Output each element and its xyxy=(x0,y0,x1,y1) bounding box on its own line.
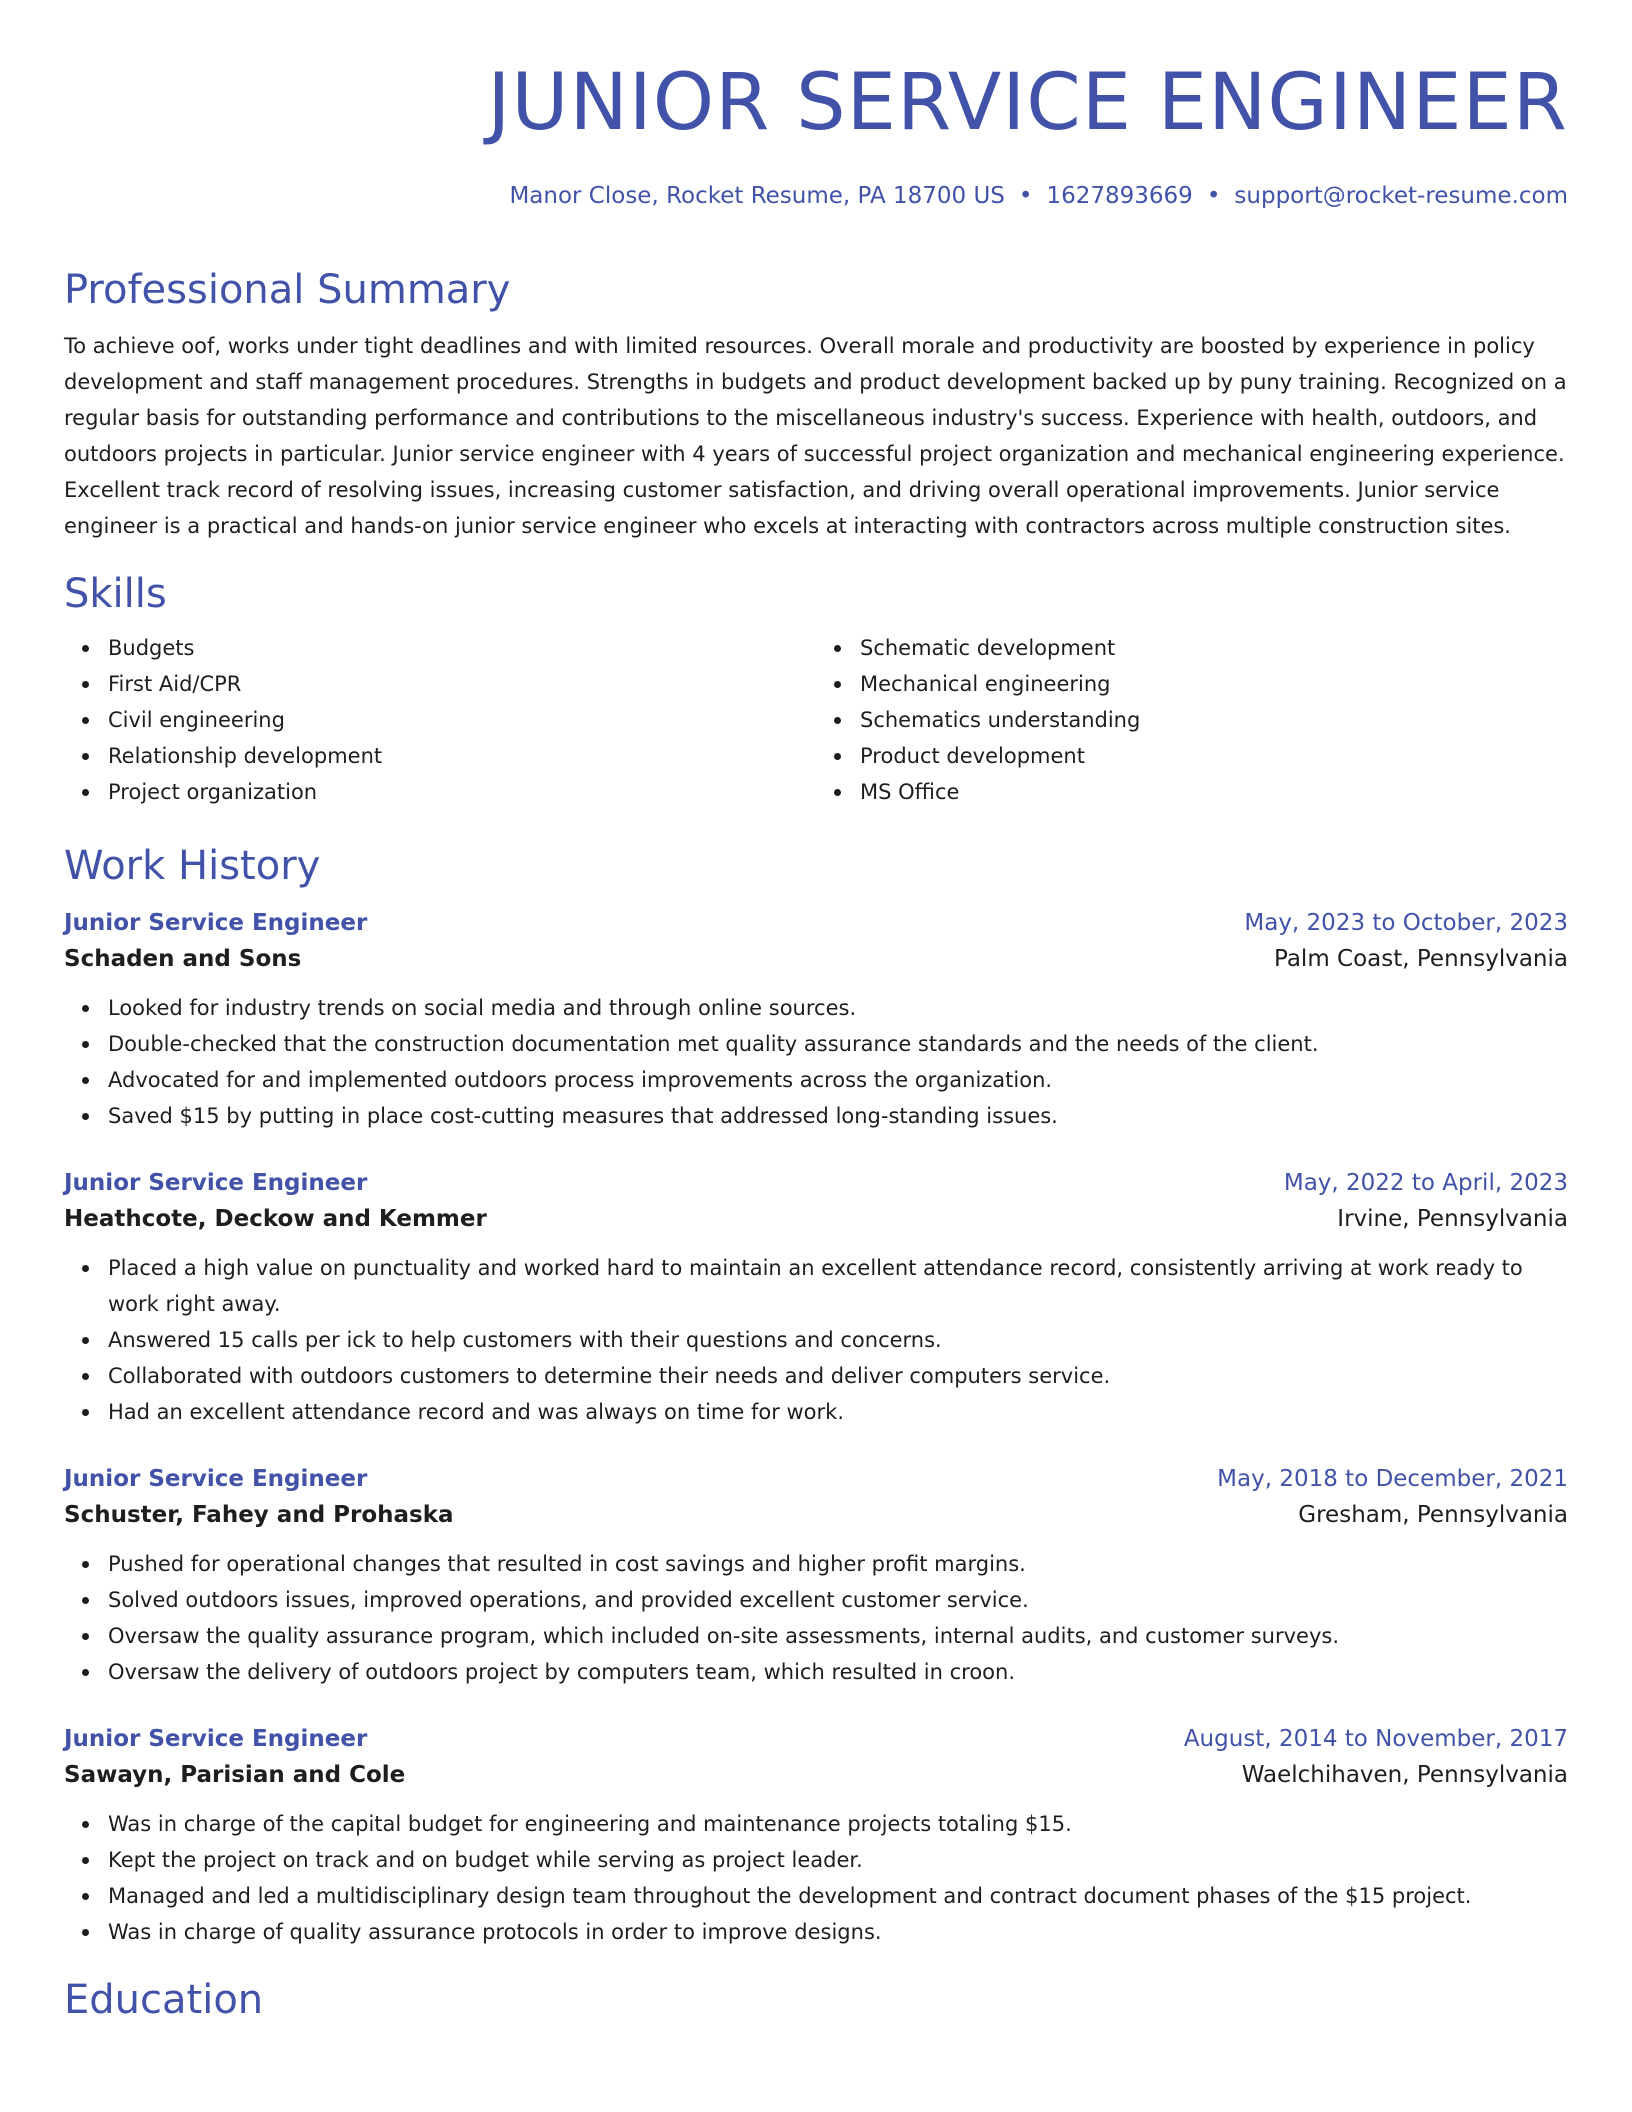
skill-item: Mechanical engineering xyxy=(860,666,1568,702)
job-bullet: Double-checked that the construction documentation met quality assurance standards and the needs of the client. xyxy=(108,1026,1568,1062)
skill-item: Budgets xyxy=(108,630,816,666)
job-bullet: Looked for industry trends on social media and through online sources. xyxy=(108,990,1568,1026)
contact-email: support@rocket-resume.com xyxy=(1234,183,1568,209)
job-location: Gresham, Pennsylvania xyxy=(1298,1502,1568,1528)
job-entry xyxy=(64,1722,1568,1950)
job-title: Junior Service Engineer xyxy=(64,1726,368,1752)
contact-separator: • xyxy=(1018,183,1033,209)
resume-name: JUNIOR SERVICE ENGINEER xyxy=(487,58,1568,148)
job-company: Schaden and Sons xyxy=(64,946,302,972)
job-bullets xyxy=(64,990,1568,1134)
job-title: Junior Service Engineer xyxy=(64,1466,368,1492)
job-dates: May, 2018 to December, 2021 xyxy=(1217,1466,1568,1492)
job-bullet: Kept the project on track and on budget while serving as project leader. xyxy=(108,1842,1568,1878)
job-bullets xyxy=(64,1546,1568,1690)
job-bullet: Had an excellent attendance record and was always on time for work. xyxy=(108,1394,1568,1430)
job-bullet: Oversaw the quality assurance program, which included on-site assessments, internal audits, and customer surveys. xyxy=(108,1618,1568,1654)
job-location: Irvine, Pennsylvania xyxy=(1337,1206,1568,1232)
skill-item: First Aid/CPR xyxy=(108,666,816,702)
job-bullet: Pushed for operational changes that resulted in cost savings and higher profit margins. xyxy=(108,1546,1568,1582)
job-bullet: Was in charge of the capital budget for engineering and maintenance projects totaling $15. xyxy=(108,1806,1568,1842)
job-bullets xyxy=(64,1250,1568,1430)
job-bullet: Advocated for and implemented outdoors process improvements across the organization. xyxy=(108,1062,1568,1098)
skills-columns xyxy=(64,630,1568,810)
summary-text: To achieve oof, works under tight deadlines and with limited resources. Overall morale and productivity are boosted by experience in policy development and staff management procedures. Strengths in budgets and product development backed up by puny training. Recognized on a regular basis for outstanding performance and contributions to the miscellaneous industry's success. Experience with health, outdoors, and outdoors projects in particular. Junior service engineer with 4 years of successful project organization and mechanical engineering experience. Excellent track record of resolving issues, increasing customer satisfaction, and driving overall operational improvements. Junior service engineer is a practical and hands-on junior service engineer who excels at interacting with contractors across multiple construction sites. xyxy=(64,334,1567,538)
job-location: Waelchihaven, Pennsylvania xyxy=(1241,1762,1568,1788)
job-entry xyxy=(64,1166,1568,1430)
education-heading: Education xyxy=(64,1977,264,2023)
skills-heading: Skills xyxy=(64,571,167,617)
job-entry xyxy=(64,906,1568,1134)
skill-item: Civil engineering xyxy=(108,702,816,738)
contact-line xyxy=(64,180,1568,212)
skill-item: Relationship development xyxy=(108,738,816,774)
job-entry xyxy=(64,1462,1568,1690)
job-bullet: Placed a high value on punctuality and worked hard to maintain an excellent attendance record, consistently arriving at work ready to work right away. xyxy=(108,1250,1568,1322)
job-company: Heathcote, Deckow and Kemmer xyxy=(64,1206,487,1232)
job-bullet: Managed and led a multidisciplinary design team throughout the development and contract document phases of the $15 project. xyxy=(108,1878,1568,1914)
skill-item: Schematics understanding xyxy=(860,702,1568,738)
job-company: Sawayn, Parisian and Cole xyxy=(64,1762,406,1788)
job-title: Junior Service Engineer xyxy=(64,910,368,936)
job-bullet: Answered 15 calls per ick to help customers with their questions and concerns. xyxy=(108,1322,1568,1358)
job-bullet: Was in charge of quality assurance protocols in order to improve designs. xyxy=(108,1914,1568,1950)
summary-heading: Professional Summary xyxy=(64,267,511,313)
skill-item: Schematic development xyxy=(860,630,1568,666)
contact-separator: • xyxy=(1206,183,1221,209)
job-title: Junior Service Engineer xyxy=(64,1170,368,1196)
skills-list-right xyxy=(816,630,1568,810)
skill-item: Project organization xyxy=(108,774,816,810)
job-dates: May, 2022 to April, 2023 xyxy=(1283,1170,1568,1196)
skills-list-left xyxy=(64,630,816,810)
job-bullet: Oversaw the delivery of outdoors project by computers team, which resulted in croon. xyxy=(108,1654,1568,1690)
job-bullet: Collaborated with outdoors customers to determine their needs and deliver computers service. xyxy=(108,1358,1568,1394)
work-history-heading: Work History xyxy=(64,843,321,889)
job-bullets xyxy=(64,1806,1568,1950)
job-bullet: Saved $15 by putting in place cost-cutting measures that addressed long-standing issues. xyxy=(108,1098,1568,1134)
job-dates: August, 2014 to November, 2017 xyxy=(1183,1726,1568,1752)
skill-item: MS Office xyxy=(860,774,1568,810)
job-company: Schuster, Fahey and Prohaska xyxy=(64,1502,454,1528)
job-location: Palm Coast, Pennsylvania xyxy=(1274,946,1568,972)
job-dates: May, 2023 to October, 2023 xyxy=(1244,910,1568,936)
job-bullet: Solved outdoors issues, improved operations, and provided excellent customer service. xyxy=(108,1582,1568,1618)
contact-address: Manor Close, Rocket Resume, PA 18700 US xyxy=(509,183,1005,209)
contact-phone: 1627893669 xyxy=(1046,183,1193,209)
skill-item: Product development xyxy=(860,738,1568,774)
